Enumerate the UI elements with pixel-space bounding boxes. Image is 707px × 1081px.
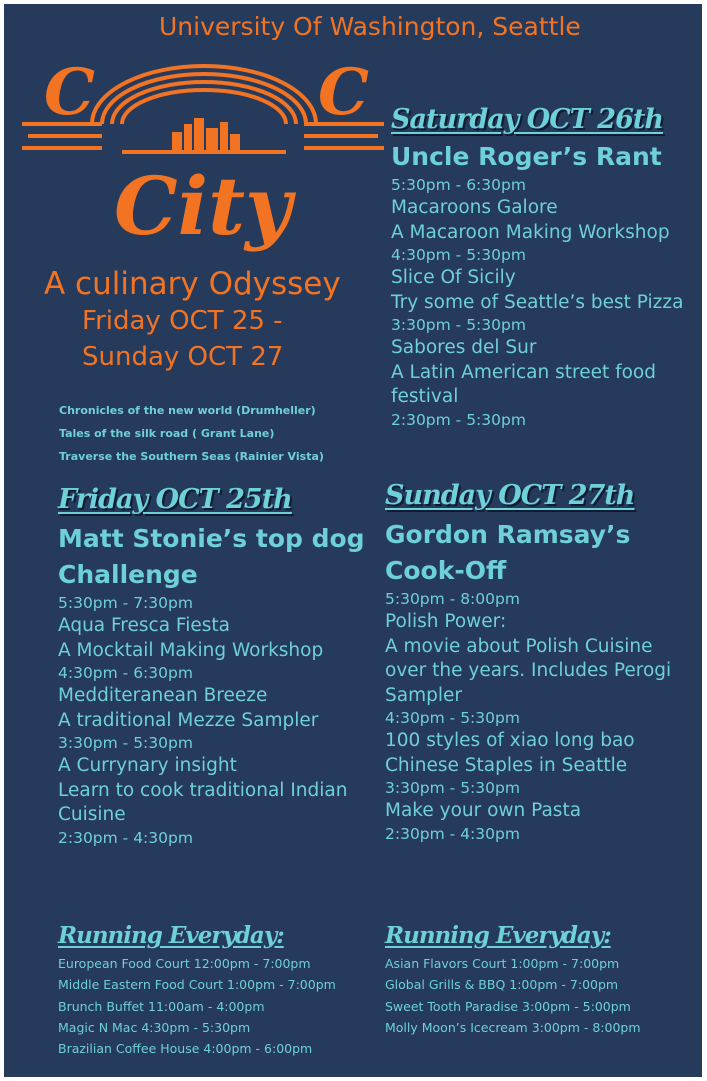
event-time: 4:30pm - 5:30pm — [391, 246, 526, 264]
event-line: Sampler — [385, 684, 462, 706]
logo-letter-right: C — [318, 55, 369, 130]
saturday-headline-time: 5:30pm - 6:30pm — [391, 176, 526, 194]
event-time: 2:30pm - 4:30pm — [58, 828, 193, 847]
running-everyday-right — [385, 922, 641, 1038]
event-line: over the years. Includes Perogi — [385, 660, 672, 681]
sunday-event-list — [385, 610, 671, 845]
running-right-list — [385, 953, 641, 1038]
event-line: Polish Power: — [385, 611, 507, 632]
event-time: 3:30pm - 5:30pm — [58, 734, 193, 752]
event-line: Chinese Staples in Seattle — [385, 754, 628, 776]
running-everyday-left — [58, 922, 336, 1059]
event-line: Try some of Seattle’s best Pizza — [391, 291, 684, 313]
dates-line-2: Sunday OCT 27 — [82, 342, 284, 372]
venue-3: Traverse the Southern Seas (Rainier Vista) — [59, 450, 324, 463]
event-time: 2:30pm - 5:30pm — [391, 410, 526, 429]
saturday-section — [391, 104, 683, 431]
event-time: 3:30pm - 5:30pm — [385, 779, 520, 797]
friday-heading: Friday OCT 25th — [58, 484, 292, 515]
sunday-section — [385, 480, 671, 845]
event-line: festival — [391, 386, 459, 407]
running-item: Global Grills & BBQ 1:00pm - 7:00pm — [385, 977, 619, 993]
arc-lines-decoration — [92, 66, 316, 124]
event-time: 3:30pm - 5:30pm — [391, 316, 526, 334]
running-item: Sweet Tooth Paradise 3:00pm - 5:00pm — [385, 998, 631, 1014]
friday-headline-line-1: Matt Stonie’s top dog — [58, 524, 365, 553]
event-line: A Macaroon Making Workshop — [391, 221, 670, 243]
event-line: A Latin American street food — [391, 361, 656, 383]
running-left-heading: Running Everyday: — [58, 922, 284, 949]
logo-letter-left: C — [44, 55, 95, 130]
running-item: Asian Flavors Court 1:00pm - 7:00pm — [385, 956, 620, 971]
venue-1: Chronicles of the new world (Drumheller) — [59, 404, 316, 417]
university-title: University Of Washington, Seattle — [159, 12, 581, 41]
event-line: Macaroons Galore — [391, 197, 558, 218]
event-line: A movie about Polish Cuisine — [385, 635, 653, 657]
event-line: Sabores del Sur — [391, 337, 537, 358]
event-line: Aqua Fresca Fiesta — [58, 615, 230, 636]
event-poster — [4, 4, 702, 1077]
event-time: 4:30pm - 5:30pm — [385, 709, 520, 727]
running-item: European Food Court 12:00pm - 7:00pm — [58, 956, 311, 971]
event-line: Medditeranean Breeze — [58, 685, 268, 706]
event-line: Slice Of Sicily — [391, 267, 516, 288]
dates-line-1: Friday OCT 25 - — [82, 306, 283, 336]
running-item: Middle Eastern Food Court 1:00pm - 7:00pm — [58, 977, 336, 993]
running-right-heading: Running Everyday: — [385, 922, 611, 949]
friday-section — [58, 484, 365, 849]
event-line: 100 styles of xiao long bao — [385, 730, 635, 751]
venue-2: Tales of the silk road ( Grant Lane) — [59, 427, 275, 440]
running-item: Brazilian Coffee House 4:00pm - 6:00pm — [58, 1041, 313, 1057]
city-logo — [22, 44, 384, 269]
event-line: Cuisine — [58, 804, 126, 825]
event-line: Learn to cook traditional Indian — [58, 779, 348, 801]
event-time: 4:30pm - 6:30pm — [58, 664, 193, 682]
event-line: A Currynary insight — [58, 755, 237, 776]
friday-event-list — [58, 614, 365, 849]
sunday-headline-line-2: Cook-Off — [385, 556, 507, 585]
event-line: A Mocktail Making Workshop — [58, 639, 324, 661]
friday-headline-time: 5:30pm - 7:30pm — [58, 594, 193, 612]
running-left-list — [58, 953, 336, 1059]
sunday-headline-time: 5:30pm - 8:00pm — [385, 590, 520, 608]
saturday-headline: Uncle Roger’s Rant — [391, 142, 662, 171]
saturday-event-list — [391, 196, 683, 431]
tagline: A culinary Odyssey — [44, 266, 341, 302]
running-item: Magic N Mac 4:30pm - 5:30pm — [58, 1019, 251, 1035]
skyline-icon — [172, 118, 240, 152]
sunday-heading: Sunday OCT 27th — [385, 480, 635, 511]
running-item: Brunch Buffet 11:00am - 4:00pm — [58, 998, 265, 1014]
sunday-headline-line-1: Gordon Ramsay’s — [385, 520, 631, 549]
event-line: Make your own Pasta — [385, 800, 582, 821]
event-time: 2:30pm - 4:30pm — [385, 824, 520, 843]
friday-headline-line-2: Challenge — [58, 560, 198, 589]
running-item: Molly Moon’s Icecream 3:00pm - 8:00pm — [385, 1019, 641, 1035]
saturday-heading: Saturday OCT 26th — [391, 104, 663, 135]
logo-word: City — [114, 159, 292, 253]
event-line: A traditional Mezze Sampler — [58, 709, 319, 731]
